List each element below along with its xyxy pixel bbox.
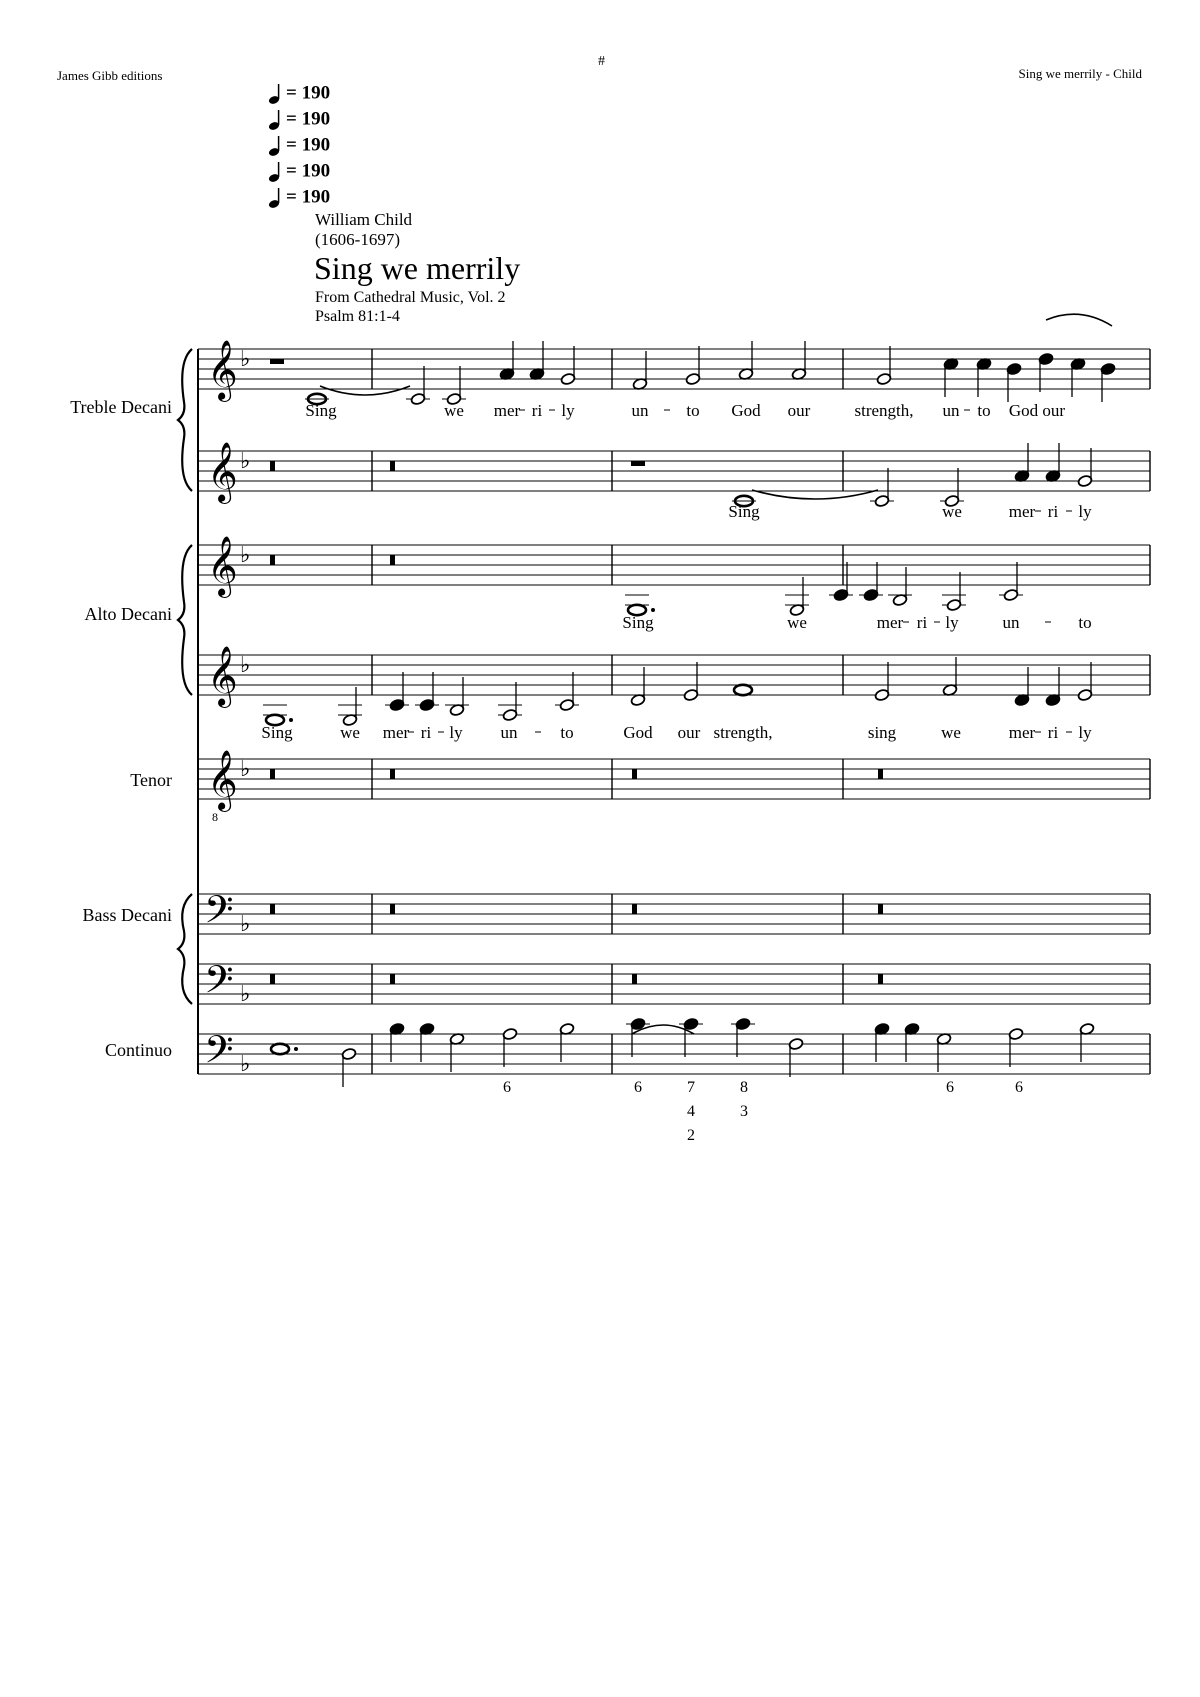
lyric-syllable: mer bbox=[876, 613, 904, 632]
figured-bass: 6 bbox=[503, 1079, 511, 1096]
tempo-mark: = 190 bbox=[268, 82, 330, 104]
flat-icon: ♭ bbox=[240, 653, 251, 678]
lyric-syllable: our bbox=[677, 723, 701, 742]
lyric-syllable: Sing bbox=[305, 401, 337, 420]
figured-bass: 6 bbox=[1015, 1079, 1023, 1096]
lyric-syllable: we bbox=[942, 502, 962, 521]
augmentation-dot bbox=[651, 608, 655, 612]
figured-bass: 3 bbox=[740, 1103, 748, 1120]
treble-clef-icon: 𝄞 bbox=[207, 536, 238, 596]
instrument-label-tenor: Tenor bbox=[130, 770, 172, 790]
instrument-label-continuo: Continuo bbox=[104, 1040, 172, 1060]
lyric-syllable: ri bbox=[1047, 502, 1059, 521]
flat-icon: ♭ bbox=[240, 449, 251, 474]
tempo-mark: = 190 bbox=[268, 134, 330, 156]
bass-clef-icon: 𝄢 bbox=[204, 1027, 234, 1081]
lyric-syllable: ri bbox=[420, 723, 432, 742]
notation-marks bbox=[204, 314, 1116, 1087]
page-number-header: # bbox=[598, 54, 605, 69]
lyric-syllable: we bbox=[340, 723, 360, 742]
augmentation-dot bbox=[289, 718, 293, 722]
composer-name: William Child bbox=[315, 210, 413, 229]
breve-rest bbox=[632, 974, 637, 984]
source-collection: From Cathedral Music, Vol. 2 bbox=[315, 289, 506, 306]
breve-rest bbox=[270, 461, 275, 471]
breve-rest bbox=[270, 904, 275, 914]
lyric-syllable: our bbox=[787, 401, 811, 420]
tempo-mark: = 190 bbox=[268, 160, 330, 182]
lyric-syllable: un bbox=[631, 401, 649, 420]
augmentation-dot bbox=[294, 1047, 298, 1051]
lyric-syllable: God bbox=[731, 401, 761, 420]
breve-rest bbox=[390, 461, 395, 471]
figured-bass: 2 bbox=[687, 1127, 695, 1144]
lyric-syllable: ly bbox=[1078, 502, 1092, 521]
lyric-syllable: ri bbox=[531, 401, 543, 420]
flat-icon: ♭ bbox=[240, 543, 251, 568]
breve-rest bbox=[270, 555, 275, 565]
staff-brace bbox=[178, 894, 192, 1004]
lyric-syllable: Sing bbox=[622, 613, 654, 632]
lyric-syllable: un bbox=[942, 401, 960, 420]
breve-rest bbox=[390, 769, 395, 779]
breve-rest bbox=[270, 974, 275, 984]
breve-rest bbox=[390, 974, 395, 984]
staff-brace bbox=[178, 349, 192, 491]
slur bbox=[1046, 314, 1112, 326]
staff-brace bbox=[178, 545, 192, 695]
figured-bass: 7 bbox=[687, 1079, 695, 1096]
lyric-syllable: God bbox=[623, 723, 653, 742]
lyric-syllable: ly bbox=[945, 613, 959, 632]
figured-bass: 6 bbox=[634, 1079, 642, 1096]
lyric-syllable: God our bbox=[1008, 401, 1066, 420]
lyric-syllable: un bbox=[500, 723, 518, 742]
piece-title: Sing we merrily bbox=[314, 250, 521, 286]
psalm-reference: Psalm 81:1-4 bbox=[315, 308, 400, 325]
octave-mark: 8 bbox=[212, 810, 218, 824]
breve-rest bbox=[632, 904, 637, 914]
figured-bass: 4 bbox=[687, 1103, 695, 1120]
bass-clef-icon: 𝄢 bbox=[204, 887, 234, 941]
breve-rest bbox=[270, 769, 275, 779]
lyric-syllable: Sing bbox=[261, 723, 293, 742]
lyric-syllable: strength, bbox=[713, 723, 773, 742]
flat-icon: ♭ bbox=[240, 982, 251, 1007]
bass-clef-icon: 𝄢 bbox=[204, 957, 234, 1011]
lyric-syllable: ri bbox=[1047, 723, 1059, 742]
lyric-syllable: mer bbox=[1008, 723, 1036, 742]
note-head bbox=[271, 1044, 289, 1054]
composer-dates: (1606-1697) bbox=[315, 230, 400, 249]
flat-icon: ♭ bbox=[240, 347, 251, 372]
whole-rest bbox=[631, 461, 645, 466]
lyric-syllable: Sing bbox=[728, 502, 760, 521]
treble-clef-icon: 𝄞 bbox=[207, 340, 238, 400]
lyric-syllable: un bbox=[1002, 613, 1020, 632]
lyric-syllable: we bbox=[941, 723, 961, 742]
publisher-header: James Gibb editions bbox=[57, 68, 163, 83]
staff-lines bbox=[178, 349, 1150, 1074]
lyric-syllable: to bbox=[1078, 613, 1092, 632]
treble-clef-icon: 𝄞 bbox=[207, 750, 238, 810]
lyric-syllable: to bbox=[686, 401, 700, 420]
instrument-label-treble: Treble Decani bbox=[70, 397, 172, 417]
breve-rest bbox=[632, 769, 637, 779]
treble-clef-icon: 𝄞 bbox=[207, 442, 238, 502]
treble-clef-icon: 𝄞 bbox=[207, 646, 238, 706]
instrument-label-alto: Alto Decani bbox=[84, 604, 172, 624]
lyric-syllable: we bbox=[787, 613, 807, 632]
breve-rest bbox=[390, 555, 395, 565]
flat-icon: ♭ bbox=[240, 757, 251, 782]
whole-rest bbox=[270, 359, 284, 364]
breve-rest bbox=[878, 904, 883, 914]
note-head bbox=[734, 685, 752, 695]
lyric-syllable: mer bbox=[493, 401, 521, 420]
breve-rest bbox=[390, 904, 395, 914]
flat-icon: ♭ bbox=[240, 912, 251, 937]
flat-icon: ♭ bbox=[240, 1052, 251, 1077]
tempo-mark: = 190 bbox=[268, 186, 330, 208]
lyric-syllable: mer bbox=[1008, 502, 1036, 521]
lyric-syllable: sing bbox=[867, 723, 897, 742]
piece-header: Sing we merrily - Child bbox=[1018, 66, 1142, 81]
lyric-syllable: ly bbox=[561, 401, 575, 420]
instrument-label-bass: Bass Decani bbox=[82, 905, 172, 925]
lyric-syllable: mer bbox=[382, 723, 410, 742]
lyric-syllable: ly bbox=[1078, 723, 1092, 742]
lyric-syllable: strength, bbox=[854, 401, 914, 420]
lyric-syllable: ri bbox=[916, 613, 928, 632]
figured-bass: 8 bbox=[740, 1079, 748, 1096]
lyric-syllable: to bbox=[560, 723, 574, 742]
tempo-mark: = 190 bbox=[268, 108, 330, 130]
breve-rest bbox=[878, 974, 883, 984]
breve-rest bbox=[878, 769, 883, 779]
lyric-syllable: to bbox=[977, 401, 991, 420]
lyric-syllable: we bbox=[444, 401, 464, 420]
lyric-syllable: ly bbox=[449, 723, 463, 742]
tie bbox=[320, 386, 410, 395]
figured-bass: 6 bbox=[946, 1079, 954, 1096]
